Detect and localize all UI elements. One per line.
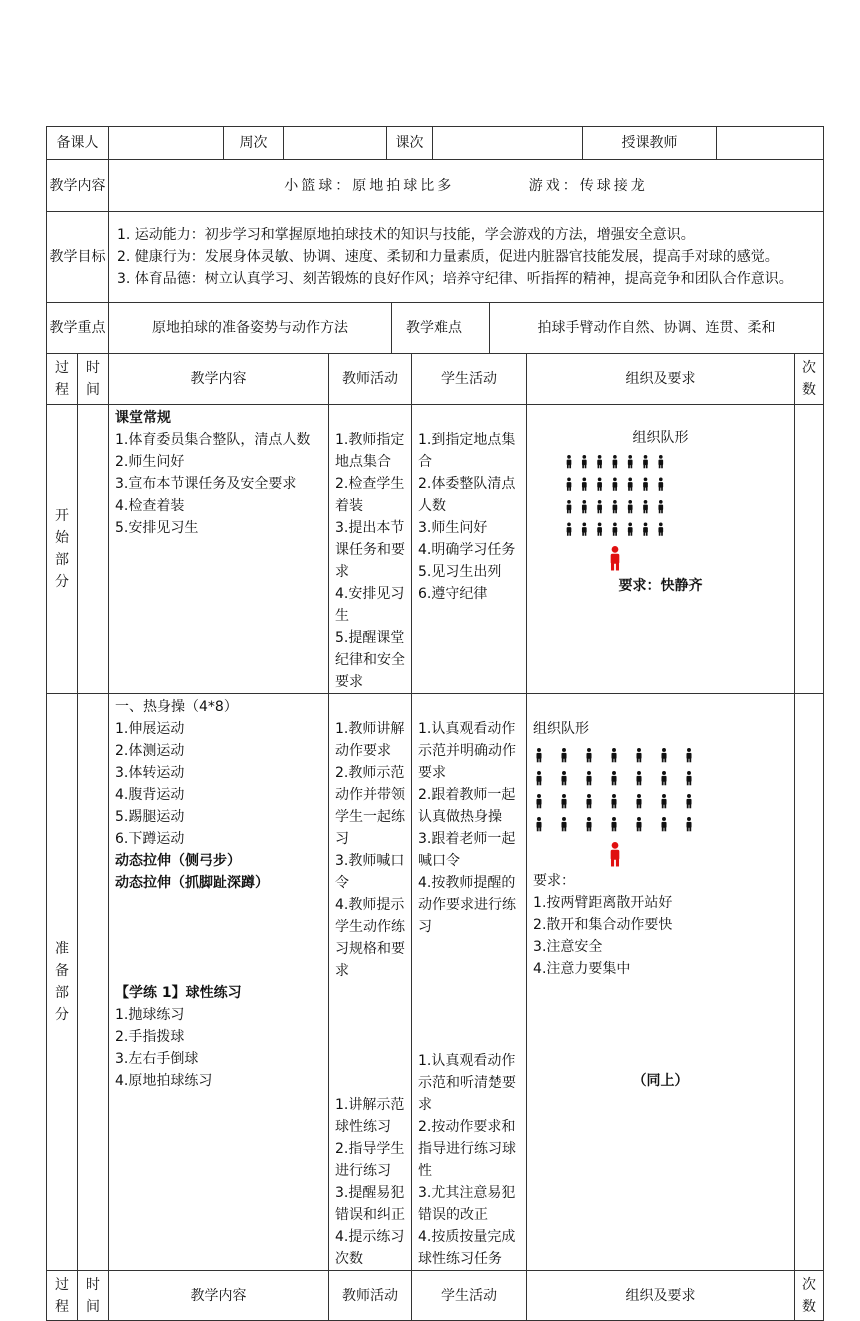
student-figure (687, 771, 692, 785)
start-content (109, 405, 329, 694)
col-student: 学生活动 (412, 354, 527, 405)
student-figure (587, 817, 592, 831)
student-figure (613, 500, 618, 513)
student-figure (537, 771, 542, 785)
warmup-item: 6.下蹲运动 (115, 831, 185, 847)
content-item: 2.师生问好 (115, 454, 185, 470)
spacer (335, 982, 407, 1094)
goal-item: 3. 体育品德：树立认真学习、刻苦锻炼的良好作风；培养守纪律、听指挥的精神，提高竞争和团队合作意识。 (117, 271, 793, 287)
student-figure (567, 523, 572, 536)
col-student: 学生活动 (412, 1271, 527, 1321)
student-figure (628, 478, 633, 491)
org-req-item: 4.注意力要集中 (533, 961, 631, 977)
warmup-title: 一、热身操（4*8） (115, 699, 238, 715)
student-item: 4.按质按量完成球性练习任务 (418, 1229, 516, 1267)
teacher-label: 授课教师 (583, 127, 717, 160)
student-item: 5.见习生出列 (418, 564, 502, 580)
student-figure (662, 771, 667, 785)
content-item: 3.宣布本节课任务及安全要求 (115, 476, 297, 492)
week-value (284, 127, 387, 160)
org-title: 组织队形 (632, 430, 689, 446)
teacher-item: 1.教师指定地点集合 (335, 432, 405, 470)
teacher-value (717, 127, 824, 160)
student-figure (637, 748, 642, 762)
stretch-item: 动态拉伸（抓脚趾深蹲） (115, 875, 269, 891)
lesson-label: 课次 (387, 127, 433, 160)
student-figure (628, 500, 633, 513)
student-item: 1.到指定地点集合 (418, 432, 516, 470)
student-figure (613, 455, 618, 468)
warmup-item: 5.踢腿运动 (115, 809, 185, 825)
student-figure (658, 478, 663, 491)
student-figure (567, 478, 572, 491)
col-time: 时间 (78, 354, 109, 405)
org-req-title: 要求： (533, 873, 576, 889)
content-title: 课堂常规 (115, 410, 171, 426)
student-figure (537, 794, 542, 808)
practice-item: 1.抛球练习 (115, 1007, 185, 1023)
practice-title: 【学练 1】球性练习 (115, 985, 242, 1001)
student-figure (582, 455, 587, 468)
prep-teacher (329, 694, 412, 1271)
student-item: 1.认真观看动作示范和听清楚要求 (418, 1053, 516, 1113)
difficulty-value: 拍球手臂动作自然、协调、连贯、柔和 (490, 303, 824, 354)
col-process: 过程 (47, 354, 78, 405)
student-figure (587, 771, 592, 785)
stretch-item: 动态拉伸（侧弓步） (115, 853, 241, 869)
student-figure (662, 748, 667, 762)
student-figure (637, 817, 642, 831)
prep-phase: 准备部分 (47, 694, 78, 1271)
col-teacher: 教师活动 (329, 354, 412, 405)
student-figure (537, 817, 542, 831)
warmup-item: 3.体转运动 (115, 765, 185, 781)
focus-label: 教学重点 (47, 303, 109, 354)
teacher-figure (611, 546, 620, 570)
org-requirement: 要求：快静齐 (618, 578, 703, 594)
student-figure (643, 455, 648, 468)
start-student (412, 405, 527, 694)
student-figure (637, 794, 642, 808)
student-figure (582, 478, 587, 491)
col-content: 教学内容 (109, 1271, 329, 1321)
prep-content (109, 694, 329, 1271)
warmup-item: 2.体测运动 (115, 743, 185, 759)
practice-item: 4.原地拍球练习 (115, 1073, 213, 1089)
lesson-value (433, 127, 583, 160)
col-time: 时间 (78, 1271, 109, 1321)
student-figure (628, 523, 633, 536)
same-as-above: （同上） (632, 1073, 689, 1089)
student-figure (597, 478, 602, 491)
teacher-item: 2.检查学生着装 (335, 476, 405, 514)
teacher-item: 5.提醒课堂纪律和安全要求 (335, 630, 405, 690)
student-item: 2.体委整队清点人数 (418, 476, 516, 514)
student-figure (643, 478, 648, 491)
start-teacher (329, 405, 412, 694)
student-figure (662, 794, 667, 808)
student-figure (597, 455, 602, 468)
preparer-value (109, 127, 224, 160)
student-figure (658, 455, 663, 468)
content-value: 小篮球：原地拍球比多 游戏：传球接龙 (109, 160, 824, 212)
org-req-item: 3.注意安全 (533, 939, 603, 955)
start-count (795, 405, 824, 694)
student-figure (613, 523, 618, 536)
student-figure (658, 500, 663, 513)
practice-item: 2.手指拨球 (115, 1029, 185, 1045)
student-figure (562, 817, 567, 831)
teacher-item: 2.教师示范动作并带领学生一起练习 (335, 765, 405, 847)
practice-item: 3.左右手倒球 (115, 1051, 199, 1067)
student-item: 6.遵守纪律 (418, 586, 488, 602)
col-content: 教学内容 (109, 354, 329, 405)
warmup-item: 1.伸展运动 (115, 721, 185, 737)
teacher-item: 4.提示练习次数 (335, 1229, 405, 1267)
content-label: 教学内容 (47, 160, 109, 212)
student-figure (582, 523, 587, 536)
warmup-item: 4.腹背运动 (115, 787, 185, 803)
student-figure (562, 794, 567, 808)
student-figure (597, 500, 602, 513)
student-figure (567, 500, 572, 513)
teacher-item: 3.教师喊口令 (335, 853, 405, 891)
student-figure (637, 771, 642, 785)
teacher-item: 3.提醒易犯错误和纠正 (335, 1185, 405, 1223)
focus-value: 原地拍球的准备姿势与动作方法 (109, 303, 392, 354)
student-figure (612, 748, 617, 762)
student-figure (687, 817, 692, 831)
student-figure (597, 523, 602, 536)
student-figure (687, 748, 692, 762)
col-process: 过程 (47, 1271, 78, 1321)
goal-item: 1. 运动能力：初步学习和掌握原地拍球技术的知识与技能，学会游戏的方法，增强安全意识。 (117, 227, 695, 243)
content-item: 5.安排见习生 (115, 520, 199, 536)
org-req-item: 1.按两臂距离散开站好 (533, 895, 673, 911)
student-figure (562, 748, 567, 762)
lesson-plan-table (46, 126, 824, 1321)
org-req-item: 2.散开和集合动作要快 (533, 917, 673, 933)
student-figure (643, 523, 648, 536)
prep-count (795, 694, 824, 1271)
spacer (529, 980, 792, 1070)
difficulty-label: 教学难点 (392, 303, 490, 354)
teacher-item: 2.指导学生进行练习 (335, 1141, 405, 1179)
teacher-item: 4.教师提示学生动作练习规格和要求 (335, 897, 405, 979)
student-figure (613, 478, 618, 491)
col-teacher: 教师活动 (329, 1271, 412, 1321)
spacer (115, 894, 324, 982)
student-figure (562, 771, 567, 785)
student-figure (587, 794, 592, 808)
student-figure (612, 771, 617, 785)
col-count: 次数 (795, 354, 824, 405)
teacher-item: 1.教师讲解动作要求 (335, 721, 405, 759)
start-time (78, 405, 109, 694)
student-figure (658, 523, 663, 536)
student-figure (628, 455, 633, 468)
student-figure (567, 455, 572, 468)
student-figure (582, 500, 587, 513)
content-item: 4.检查着装 (115, 498, 185, 514)
prep-org (527, 694, 795, 1271)
teacher-item: 1.讲解示范球性练习 (335, 1097, 405, 1135)
student-figure (643, 500, 648, 513)
teacher-item: 4.安排见习生 (335, 586, 405, 624)
student-figure (662, 817, 667, 831)
student-figure (612, 817, 617, 831)
prep-student (412, 694, 527, 1271)
teacher-figure (611, 842, 620, 866)
goal-item: 2. 健康行为：发展身体灵敏、协调、速度、柔韧和力量素质，促进内脏器官技能发展，提高手对球的感觉。 (117, 249, 779, 265)
student-item: 4.按教师提醒的动作要求进行练习 (418, 875, 516, 935)
student-item: 3.跟着老师一起喊口令 (418, 831, 516, 869)
formation-diagram (529, 740, 699, 868)
student-item: 3.尤其注意易犯错误的改正 (418, 1185, 516, 1223)
student-figure (687, 794, 692, 808)
student-item: 4.明确学习任务 (418, 542, 516, 558)
goals-label: 教学目标 (47, 212, 109, 303)
student-item: 1.认真观看动作示范并明确动作要求 (418, 721, 516, 781)
student-item: 3.师生问好 (418, 520, 488, 536)
formation-diagram (529, 449, 729, 575)
student-figure (612, 794, 617, 808)
student-figure (537, 748, 542, 762)
start-org (527, 405, 795, 694)
prep-time (78, 694, 109, 1271)
start-phase: 开始部分 (47, 405, 78, 694)
preparer-label: 备课人 (47, 127, 109, 160)
col-org: 组织及要求 (527, 1271, 795, 1321)
student-item: 2.跟着教师一起认真做热身操 (418, 787, 516, 825)
week-label: 周次 (224, 127, 284, 160)
goals-list (109, 212, 824, 303)
teacher-item: 3.提出本节课任务和要求 (335, 520, 405, 580)
org-title: 组织队形 (533, 721, 590, 737)
content-item: 1.体育委员集合整队，清点人数 (115, 432, 311, 448)
spacer (418, 938, 522, 1050)
col-count: 次数 (795, 1271, 824, 1321)
student-figure (587, 748, 592, 762)
student-item: 2.按动作要求和指导进行练习球性 (418, 1119, 516, 1179)
col-org: 组织及要求 (527, 354, 795, 405)
